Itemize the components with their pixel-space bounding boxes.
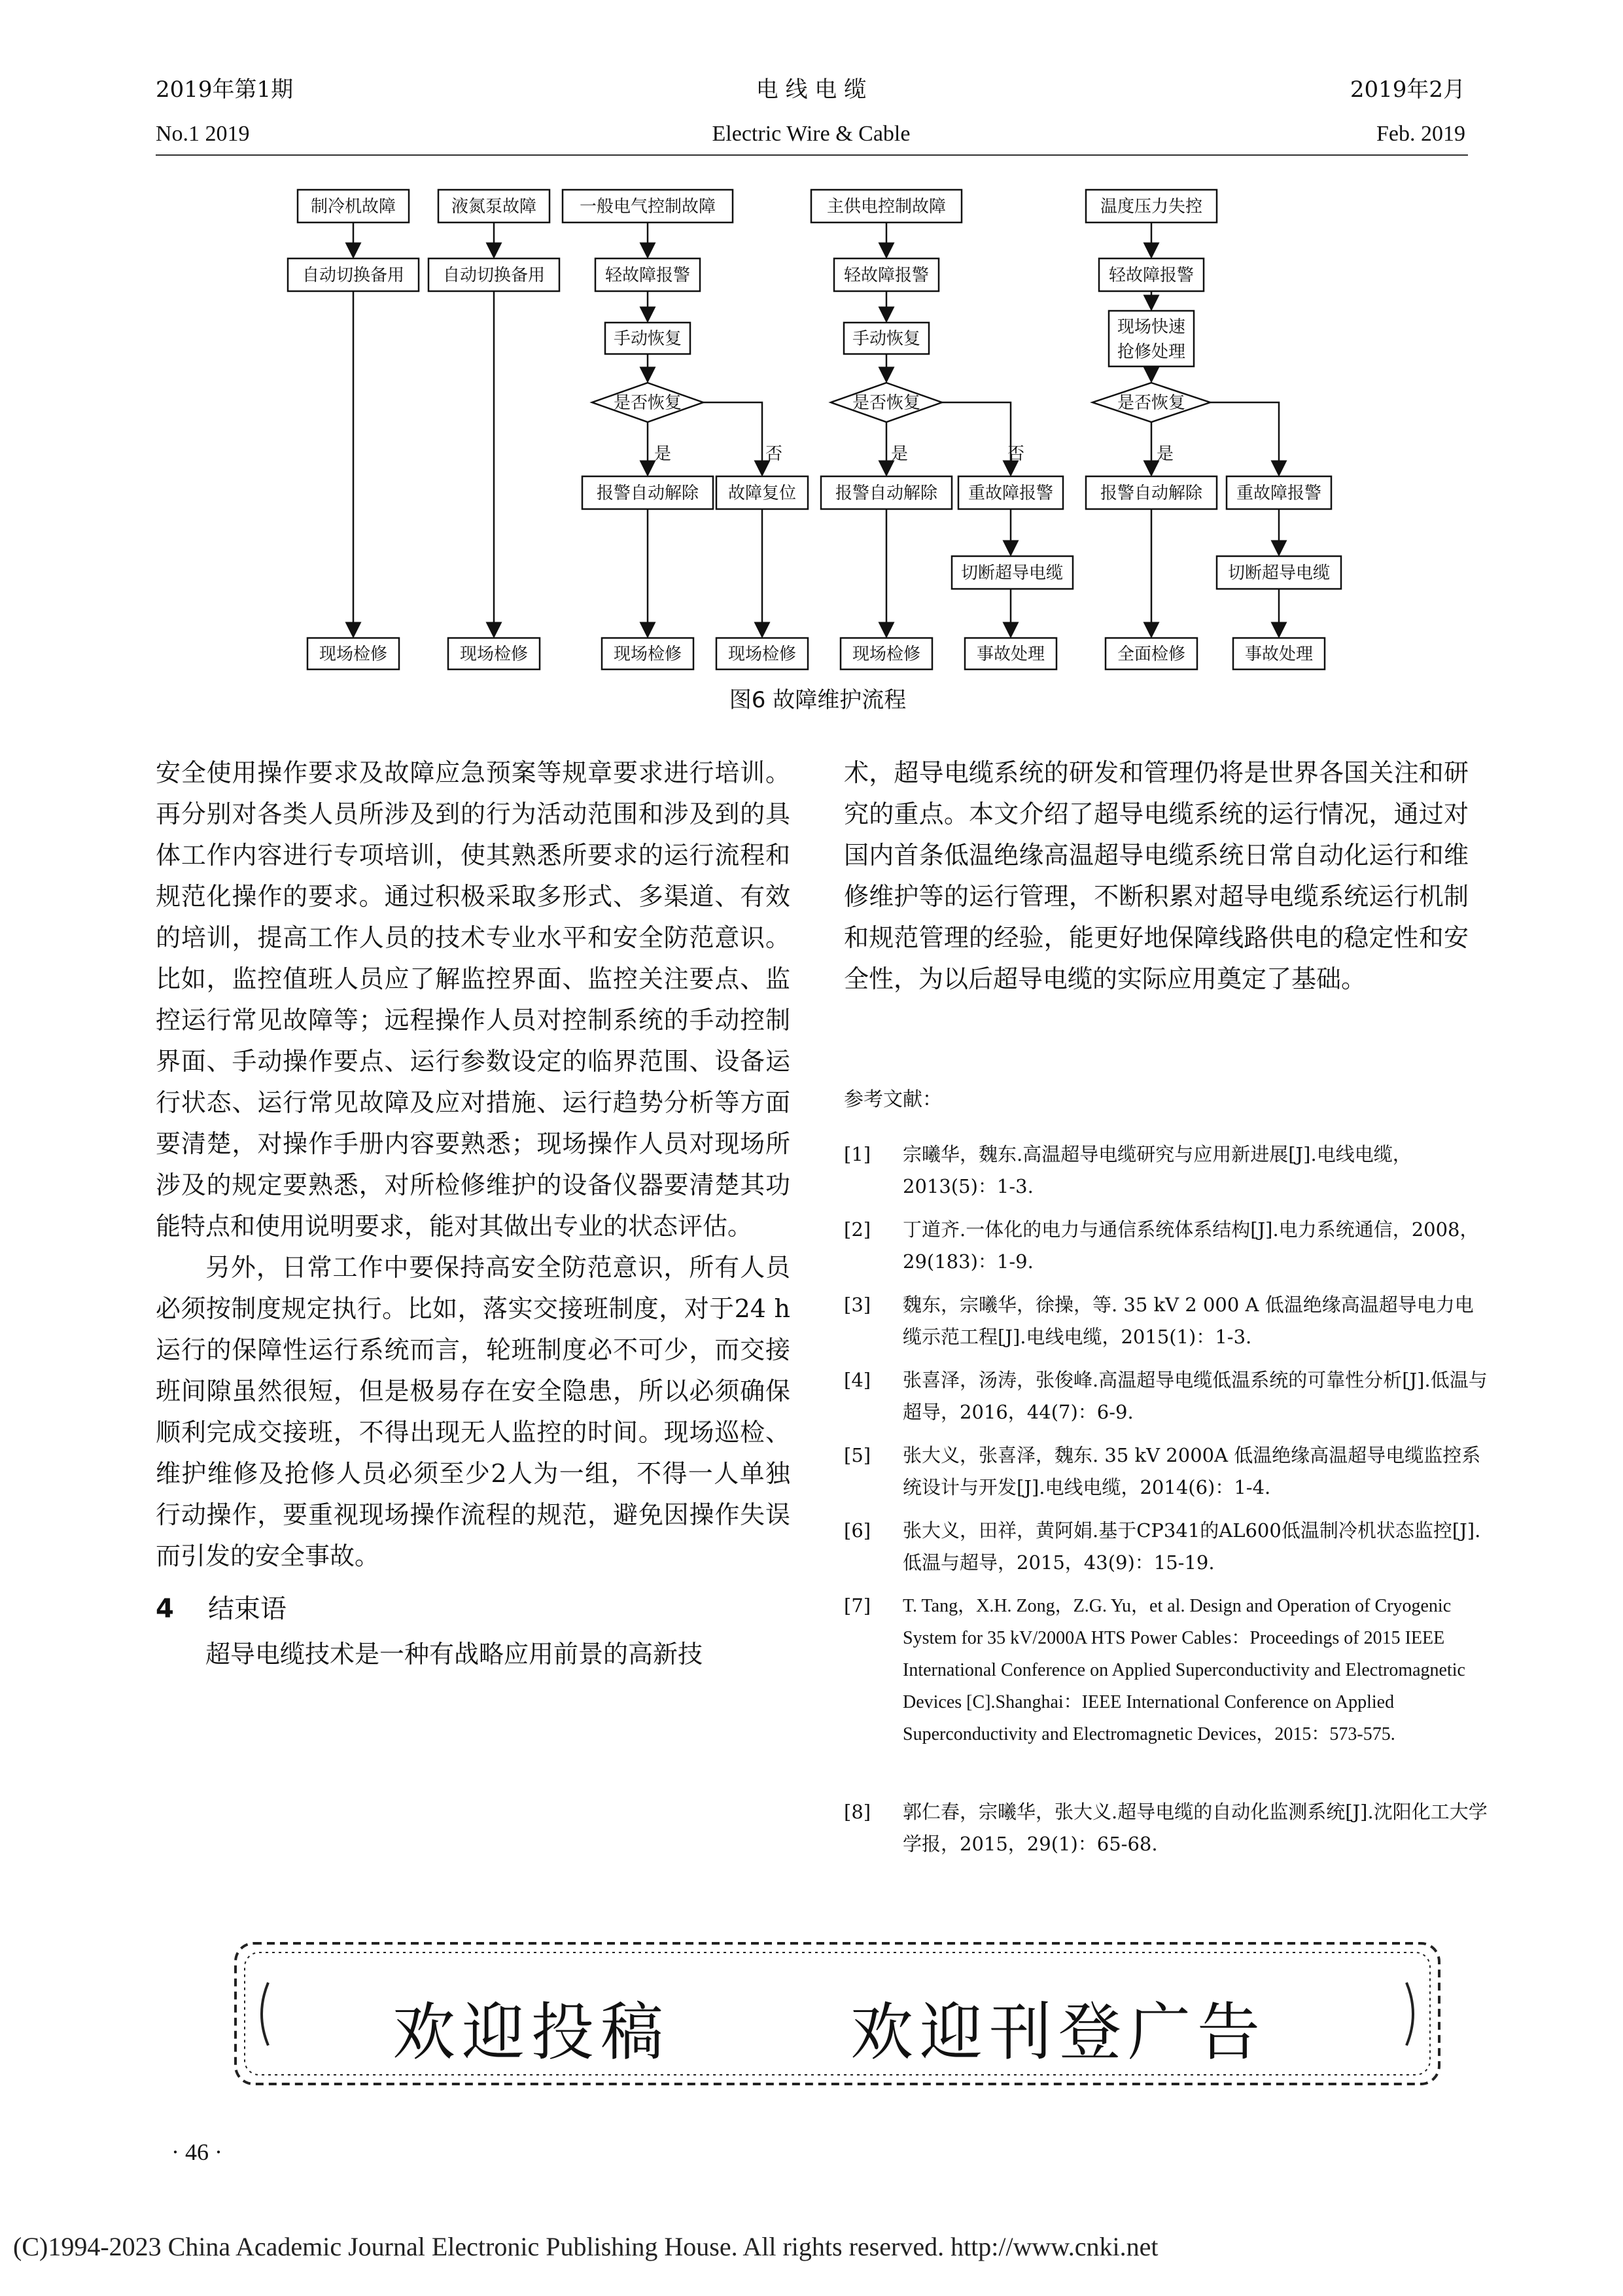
node-c2-end-label: 现场检修: [459, 645, 529, 664]
reference-number: [8]: [844, 1801, 871, 1823]
figure-caption: 图6 故障维护流程: [729, 687, 907, 713]
reference-text: 郭仁春，宗曦华，张大义.超导电缆的自动化监测系统[J].沈阳化工大学学报，2015，29(1)：65-68.: [903, 1801, 1488, 1855]
reference-number: [4]: [844, 1369, 871, 1391]
reference-item: [844, 1590, 1492, 1780]
node-c5-decision-label: 是否恢复: [1117, 393, 1186, 413]
node-c4-decision-label: 是否恢复: [852, 393, 921, 413]
section-heading: [156, 1589, 790, 1630]
issue-label: 2019年第1期: [156, 77, 294, 103]
reference-number: [5]: [844, 1444, 871, 1466]
node-c1-top-label: 制冷机故障: [310, 197, 396, 217]
node-c5-alarm-label: 轻故障报警: [1108, 266, 1195, 285]
date-label-en: Feb. 2019: [1376, 122, 1465, 146]
node-c4-no: 否: [1007, 444, 1025, 464]
node-c3-alarm-label: 轻故障报警: [604, 266, 691, 285]
paragraph-training: 安全使用操作要求及故障应急预案等规章要求进行培训。再分别对各类人员所涉及到的行为活动范围和涉及到的具体工作内容进行专项培训，使其熟悉所要求的运行流程和规范化操作的要求。通过积极采取多形式、多渠道、有效的培训，提高工作人员的技术专业水平和安全防范意识。比如，监控值班人员应了解监控界面、监控关注要点、监控运行常见故障等；远程操作人员对控制系统的手动控制界面、手动操作要点、运行参数设定的临界范围、设备运行状态、运行常见故障及应对措施、运行趋势分析等方面要清楚，对操作手册内容要熟悉；现场操作人员对现场所涉及的规定要熟悉，对所检修维护的设备仪器要清楚其功能特点和使用说明要求，能对其做出专业的状态评估。: [156, 758, 790, 1241]
issue-label-en: No.1 2019: [156, 122, 250, 146]
reference-text: 丁道齐.一体化的电力与通信系统体系结构[J].电力系统通信，2008，29(183)：1-9.: [903, 1218, 1479, 1273]
paragraph-safety: 另外，日常工作中要保持高安全防范意识，所有人员必须按制度规定执行。比如，落实交接班制度，对于24 h运行的保障性运行系统而言，轮班制度必不可少，而交接班间隙虽然很短，但是极易存在安全隐患，所以必须确保顺利完成交接班，不得出现无人监控的时间。现场巡检、维护维修及抢修人员必须至少2人为一组，不得一人单独行动操作，要重视现场操作流程的规范，避免因操作失误而引发的安全事故。: [156, 1253, 790, 1570]
node-c5-no-box-label: 重故障报警: [1236, 484, 1322, 503]
node-c3-no: 否: [765, 444, 783, 464]
node-c4-end-no-label: 事故处理: [976, 645, 1045, 664]
reference-item: [844, 1796, 1492, 1862]
reference-text: 张喜泽，汤涛，张俊峰.高温超导电缆低温系统的可靠性分析[J].低温与超导，2016，44(7)：6-9.: [903, 1369, 1488, 1423]
node-c5-cut-label: 切断超导电缆: [1227, 563, 1331, 583]
reference-item: [844, 1214, 1492, 1279]
node-c4-yes: 是: [891, 444, 909, 464]
left-column: [156, 752, 790, 1675]
banner-submission: 欢迎投稿: [393, 1996, 670, 2069]
reference-item: [844, 1515, 1492, 1580]
node-c2-mid-label: 自动切换备用: [442, 266, 546, 285]
node-c4-no-box-label: 重故障报警: [968, 484, 1054, 503]
right-column: [844, 752, 1469, 1000]
journal-title-en: Electric Wire & Cable: [712, 122, 911, 146]
node-c5-yes: 是: [1157, 444, 1174, 464]
reference-number: [2]: [844, 1218, 871, 1241]
node-c1-mid-label: 自动切换备用: [302, 266, 405, 285]
references-heading: 参考文献：: [844, 1088, 942, 1111]
node-c5-end-yes-label: 全面检修: [1117, 645, 1186, 664]
fault-maintenance-flowchart: [0, 0, 1623, 694]
paragraph-conclusion-cont: 术，超导电缆系统的研发和管理仍将是世界各国关注和研究的重点。本文介绍了超导电缆系统的运行情况，通过对国内首条低温绝缘高温超导电缆系统日常自动化运行和维修维护等的运行管理，不断积累对超导电缆系统运行机制和规范管理的经验，能更好地保障线路供电的稳定性和安全性，为以后超导电缆的实际应用奠定了基础。: [844, 758, 1469, 993]
node-c3-end-yes-label: 现场检修: [613, 645, 682, 664]
node-c1-end-label: 现场检修: [319, 645, 388, 664]
reference-number: [1]: [844, 1143, 871, 1165]
section-number: 4: [156, 1594, 174, 1624]
reference-text: 张大义，田祥，黄阿娟.基于CP341的AL600低温制冷机状态监控[J].低温与超导，2015，43(9)：15-19.: [903, 1519, 1481, 1574]
node-c4-top-label: 主供电控制故障: [826, 197, 947, 217]
node-c5-repair-label-2: 抢修处理: [1117, 342, 1186, 362]
banner-advertising: 欢迎刊登广告: [850, 1996, 1266, 2069]
reference-text: 魏东，宗曦华，徐操，等. 35 kV 2 000 A 低温绝缘高温超导电力电缆示范工程[J].电线电缆，2015(1)：1-3.: [903, 1294, 1474, 1348]
node-c5-end-no-label: 事故处理: [1244, 645, 1314, 664]
node-c5-top-label: 温度压力失控: [1100, 197, 1203, 217]
node-c3-yes: 是: [654, 444, 672, 464]
reference-item: [844, 1439, 1492, 1505]
reference-number: [7]: [844, 1595, 871, 1617]
date-label: 2019年2月: [1350, 77, 1465, 103]
node-c3-manual-label: 手动恢复: [613, 329, 682, 349]
copyright-footer: (C)1994-2023 China Academic Journal Electronic Publishing House. All rights reserved. http://www.cnki.net: [13, 2232, 1159, 2261]
section-title: 结束语: [207, 1594, 287, 1624]
reference-item: [844, 1364, 1492, 1430]
reference-text: 张大义，张喜泽，魏东. 35 kV 2000A 低温绝缘高温超导电缆监控系统设计与开发[J].电线电缆，2014(6)：1-4.: [903, 1444, 1481, 1498]
node-c2-top-label: 液氮泵故障: [451, 197, 537, 217]
node-c3-end-no-label: 现场检修: [727, 645, 797, 664]
node-c3-yes-box-label: 报警自动解除: [596, 484, 699, 503]
node-c4-cut-label: 切断超导电缆: [960, 563, 1064, 583]
node-c4-manual-label: 手动恢复: [852, 329, 921, 349]
node-c3-no-box-label: 故障复位: [727, 484, 797, 503]
node-c5-repair-label-1: 现场快速: [1117, 317, 1186, 337]
reference-number: [6]: [844, 1519, 871, 1542]
reference-text: T. Tang，X.H. Zong，Z.G. Yu，et al. Design and Operation of Cryogenic System for 35 kV/2000A HTS Power Cables：Proceedings of 2015 IEEE International Conference on Applied Superconductivity and Electromagnetic Devices [C].Shanghai：IEEE International Conference on Applied Superconductivity and Electromagnetic Devices，2015：573-575.: [903, 1596, 1465, 1744]
reference-number: [3]: [844, 1294, 871, 1316]
node-c3-top-label: 一般电气控制故障: [579, 197, 716, 217]
journal-title: 电 线 电 缆: [756, 77, 867, 103]
node-c4-end-yes-label: 现场检修: [852, 645, 921, 664]
node-c4-yes-box-label: 报警自动解除: [835, 484, 938, 503]
node-c3-decision-label: 是否恢复: [613, 393, 682, 413]
node-c4-alarm-label: 轻故障报警: [843, 266, 930, 285]
reference-item: [844, 1139, 1492, 1204]
node-c5-yes-box-label: 报警自动解除: [1100, 484, 1203, 503]
reference-text: 宗曦华，魏东.高温超导电缆研究与应用新进展[J].电线电缆，2013(5)：1-3.: [903, 1143, 1412, 1197]
reference-item: [844, 1289, 1492, 1354]
page-number: · 46 ·: [171, 2139, 222, 2165]
paragraph-conclusion-start: 超导电缆技术是一种有战略应用前景的高新技: [205, 1640, 703, 1669]
